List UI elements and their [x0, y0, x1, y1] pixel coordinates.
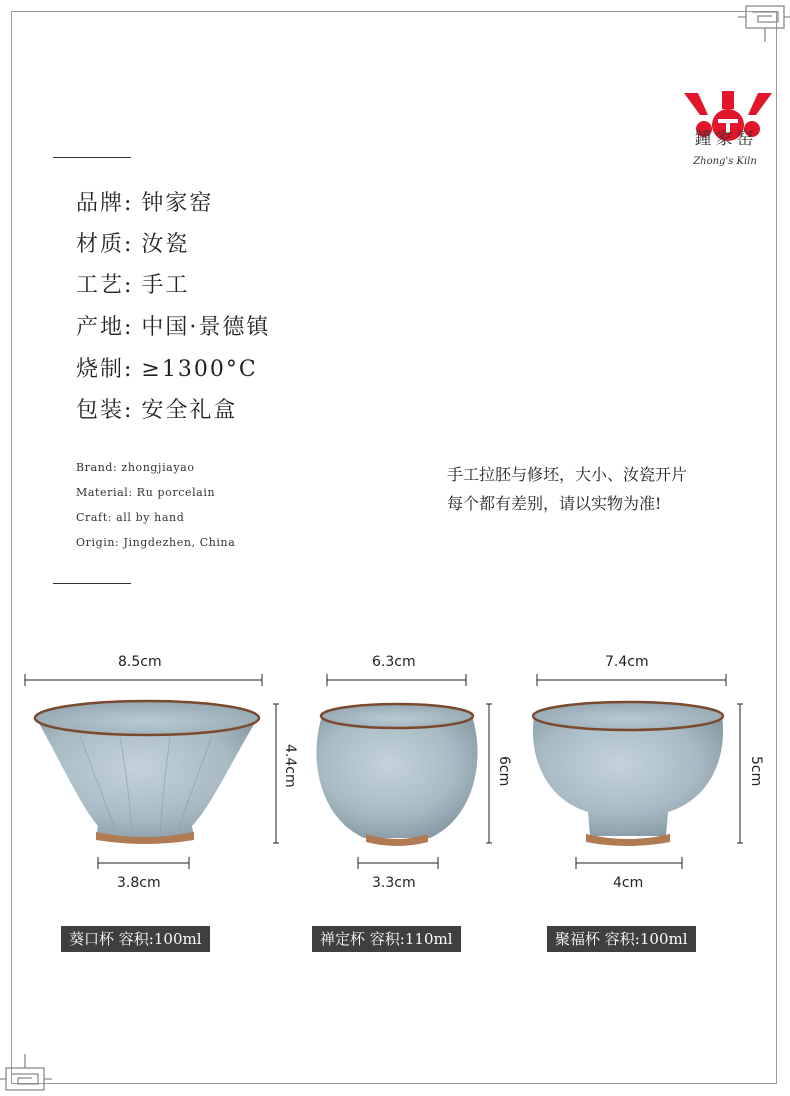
spec-value: 手工: [141, 273, 190, 298]
cup-capacity-label: 容积:: [369, 930, 405, 948]
cup-kuikou: [35, 701, 259, 844]
cup2-caption: [312, 926, 461, 952]
spec-en-origin: Origin: Jingdezhen, China: [76, 536, 236, 549]
spec-value: ≥1300°C: [141, 357, 258, 382]
cup1-base-label: 3.8cm: [117, 875, 161, 891]
cup2-base-label: 3.3cm: [372, 875, 416, 891]
cup3-caption: [547, 926, 696, 952]
cup-volume: 110ml: [404, 930, 453, 948]
spec-key: 工艺:: [76, 273, 134, 298]
spec-value: 钟家窑: [141, 191, 214, 216]
cup-volume: 100ml: [639, 930, 688, 948]
cup3-width-label: 7.4cm: [605, 654, 649, 670]
spec-en-brand: Brand: zhongjiayao: [76, 461, 195, 474]
cup-capacity-label: 容积:: [604, 930, 640, 948]
handmade-note-line2: 每个都有差别，请以实物为准!: [447, 494, 662, 513]
cup-name: 禅定杯: [320, 930, 366, 948]
cup3-height-label: 5cm: [748, 756, 764, 787]
cup-jufu: [533, 702, 723, 846]
cup-volume: 100ml: [153, 930, 202, 948]
spec-value: 安全礼盒: [141, 398, 238, 423]
brand-logo-name-en: Zhong's Kiln: [693, 156, 757, 167]
spec-value: 汝瓷: [141, 232, 190, 257]
spec-en-material: Material: Ru porcelain: [76, 486, 216, 499]
cup2-width-label: 6.3cm: [372, 654, 416, 670]
spec-value: 中国·景德镇: [141, 315, 271, 340]
brand-logo-name-cn: 鐘家窑: [694, 129, 758, 149]
handmade-note-line1: 手工拉胚与修坯，大小、汝瓷开片: [447, 465, 688, 484]
spec-en-craft: Craft: all by hand: [76, 511, 185, 524]
cup1-caption: [61, 926, 210, 952]
cup-capacity-label: 容积:: [118, 930, 154, 948]
spec-key: 包装:: [76, 398, 134, 423]
cup-name: 聚福杯: [555, 930, 601, 948]
cup-name: 葵口杯: [69, 930, 115, 948]
cup2-height-label: 6cm: [496, 756, 512, 787]
spec-key: 产地:: [76, 315, 134, 340]
cup1-height-label: 4.4cm: [282, 744, 298, 788]
cup3-base-label: 4cm: [613, 875, 644, 891]
spec-key: 品牌:: [76, 191, 134, 216]
spec-key: 材质:: [76, 232, 134, 257]
cup-chanding: [316, 704, 477, 846]
spec-key: 烧制:: [76, 357, 134, 382]
cup1-width-label: 8.5cm: [118, 654, 162, 670]
